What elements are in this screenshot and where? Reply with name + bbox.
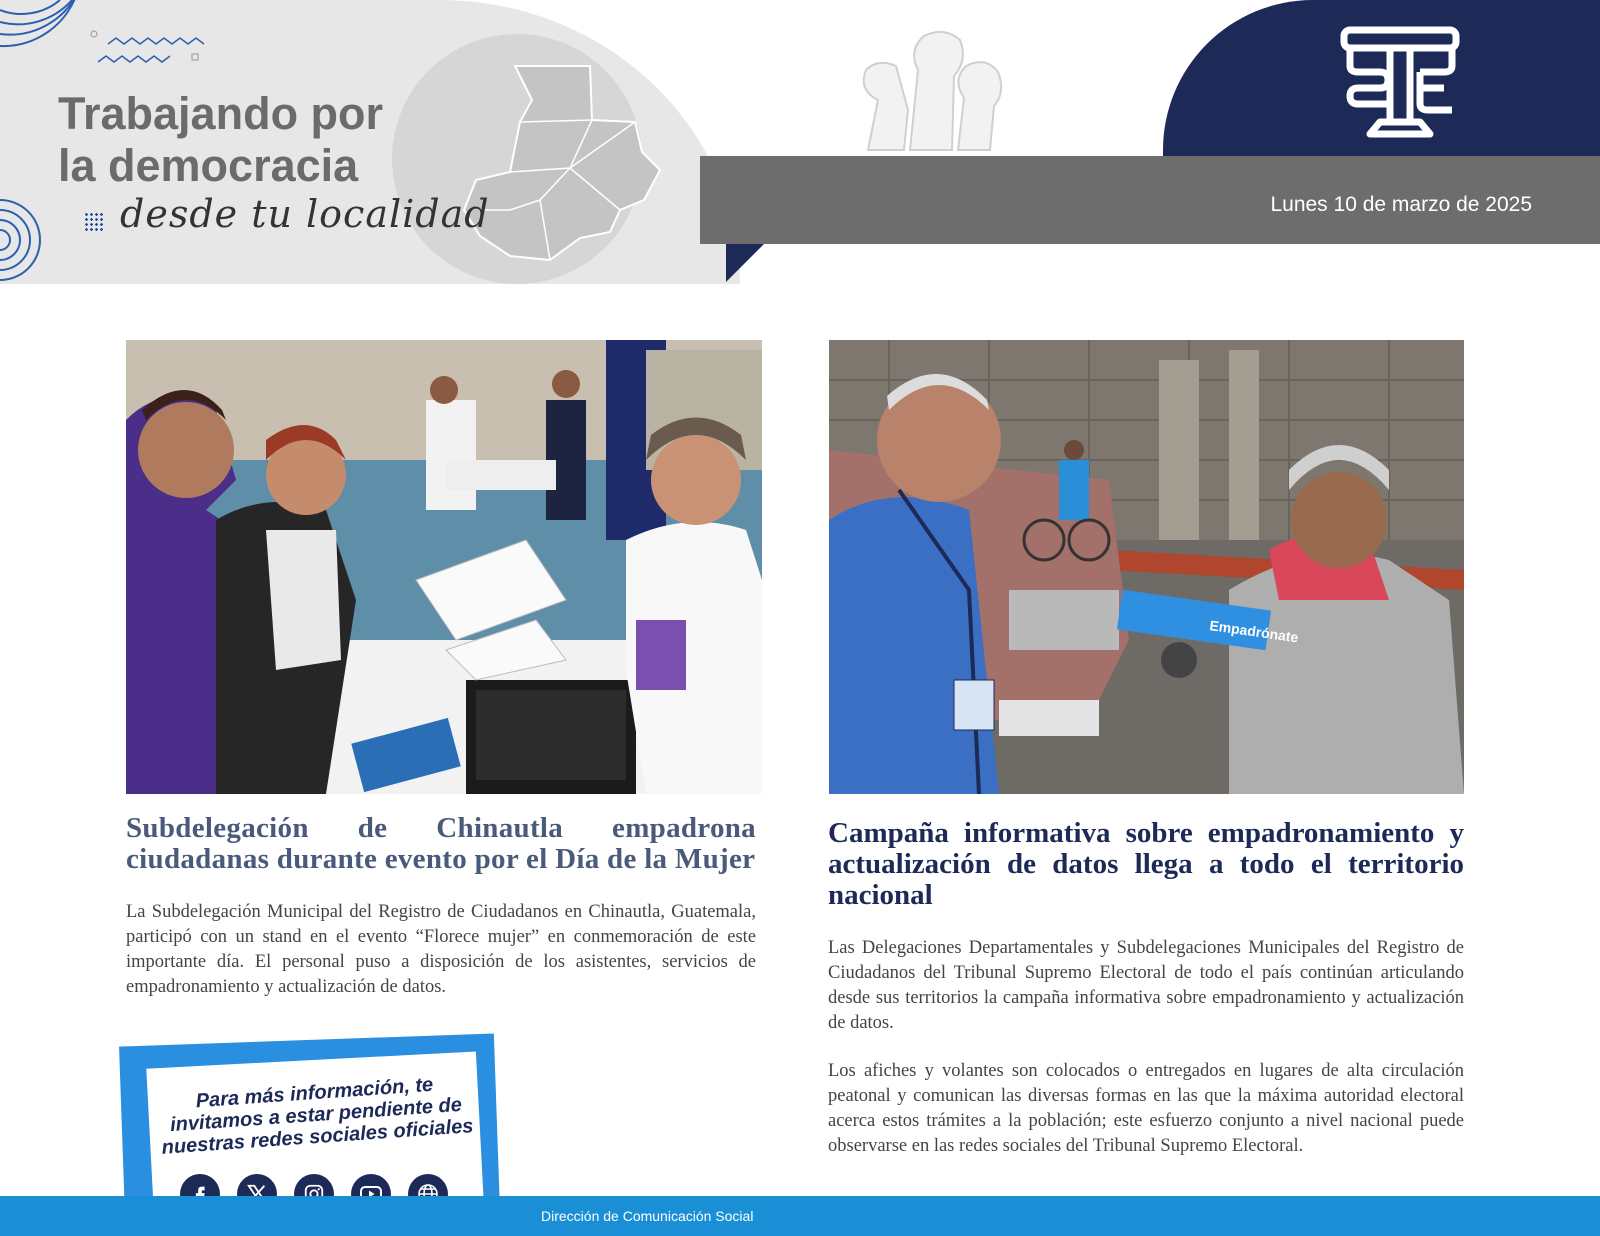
article-body-campaign-p1: Las Delegaciones Departamentales y Subdelegaciones Municipales del Registro de Ciudadanos del Tribunal Supremo Electoral de todo el país continúan articulando desde sus territorios la campaña informativa sobre empadronamiento y actualización de datos. [828, 938, 1464, 1033]
article-body-chinautla: La Subdelegación Municipal del Registro de Ciudadanos en Chinautla, Guatemala, participó con un stand en el evento “Florece mujer” en conmemoración de este importante día. El personal puso a disposición de los asistentes, servicios de empadronamiento y actualización de datos. [126, 902, 756, 997]
article-headline-campaign: Campaña informativa sobre empadronamiento y actualización de datos llega a todo el territorio nacional [828, 817, 1464, 911]
article-headline-chinautla: Subdelegación de Chinautla empadrona ciudadanas durante evento por el Día de la Mujer [126, 812, 756, 875]
decorative-zigzag [88, 28, 218, 78]
header-corner-wedge [726, 244, 764, 282]
decorative-arcs-bottom [0, 196, 70, 284]
tse-logo-icon [1340, 26, 1460, 142]
footer-bar [0, 1196, 1600, 1236]
decorative-dot-grid [84, 212, 104, 232]
footer-credit: Dirección de Comunicación Social [541, 1208, 754, 1224]
issue-date: Lunes 10 de marzo de 2025 [1270, 193, 1532, 216]
header-title-line1: Trabajando por [58, 88, 384, 139]
decorative-arcs-top [0, 0, 80, 80]
header-title-line2: la democracia [58, 140, 359, 191]
photo-street-campaign [829, 340, 1464, 794]
header-title-line3: desde tu localidad [120, 192, 490, 236]
social-invitation-text: Para más información, te invitamos a estar pendiente de nuestras redes sociales oficiales [160, 1073, 475, 1159]
raised-hands-illustration [848, 20, 1028, 158]
svg-text:Empadrónate: Empadrónate [1208, 617, 1300, 646]
article-body-campaign-p2: Los afiches y volantes son colocados o entregados en lugares de alta circulación peatonal y comunican las diversas formas en las que la máxima autoridad electoral acerca estos trámites a la población; este esfuerzo conjunto a nivel nacional puede observarse en las redes sociales del Tribunal Supremo Electoral. [828, 1061, 1464, 1156]
guatemala-map [420, 60, 680, 280]
photo-chinautla-event [126, 340, 762, 794]
